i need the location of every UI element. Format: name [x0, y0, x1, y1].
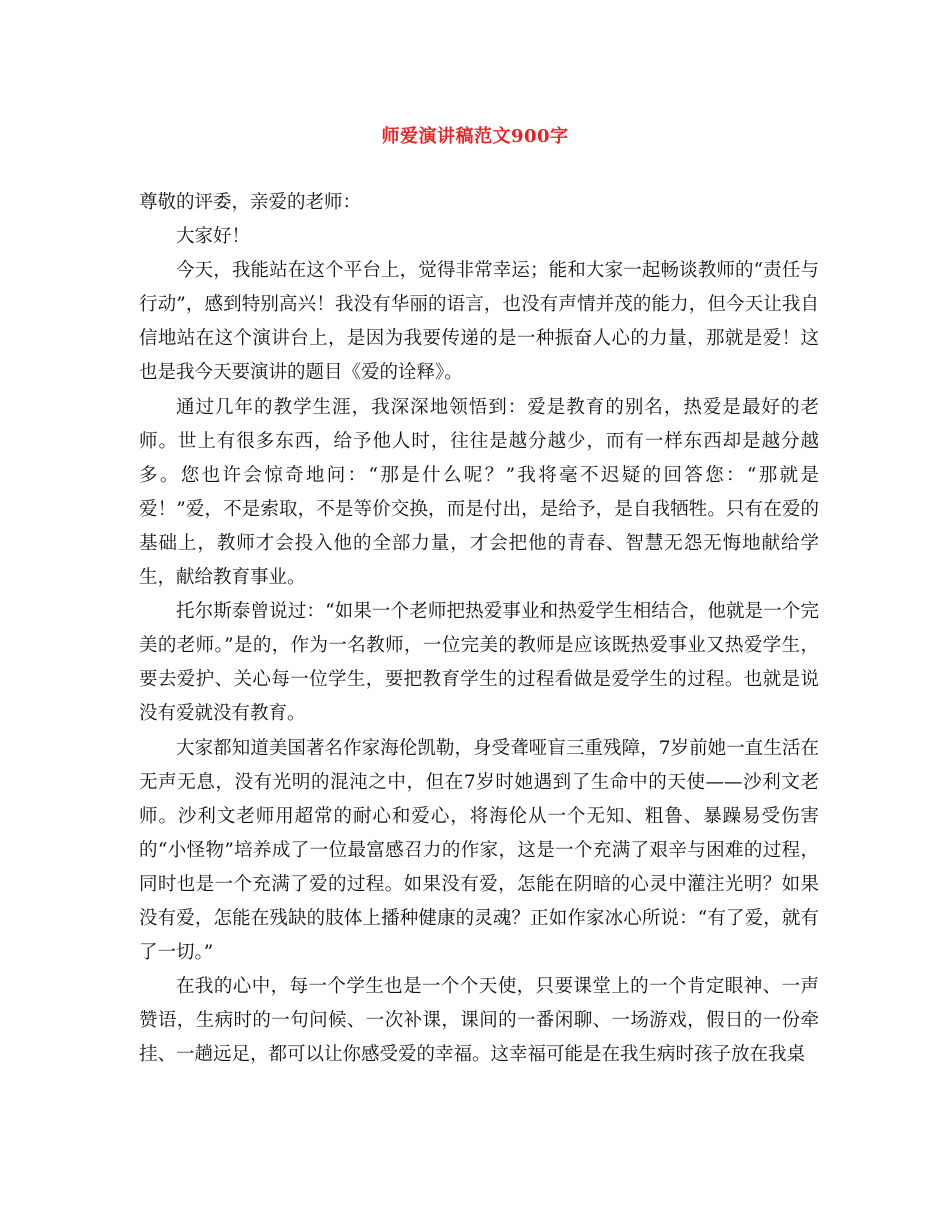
salutation-paragraph: 尊敬的评委，亲爱的老师：: [139, 192, 362, 213]
body-paragraph: 在我的心中，每一个学生也是一个个天使，只要课堂上的一个肯定眼神、一声赞语，生病时的一句问候、一次补课，课间的一番闲聊、一场游戏，假日的一份牵挂、一趟远足，都可以让你感受爱的幸福。这幸福可能是在我生病时孩子放在我桌: [139, 976, 819, 1066]
body-paragraph: 通过几年的教学生涯，我深深地领悟到：爱是教育的别名，热爱是最好的老师。世上有很多东西，给予他人时，往往是越分越少，而有一样东西却是越分越多。您也许会惊奇地问：“那是什么呢？”我将毫不迟疑的回答您：“那就是爱！”爱，不是索取，不是等价交换，而是付出，是给予，是自我牺牲。只有在爱的基础上，教师才会投入他的全部力量，才会把他的青春、智慧无怨无悔地献给学生，献给教育事业。: [139, 396, 819, 589]
document-body: [139, 186, 819, 1072]
body-paragraph: 今天，我能站在这个平台上，觉得非常幸运；能和大家一起畅谈教师的“责任与行动”，感到特别高兴！我没有华丽的语言，也没有声情并茂的能力，但今天让我自信地站在这个演讲台上，是因为我要传递的是一种振奋人心的力量，那就是爱！这也是我今天要演讲的题目《爱的诠释》。: [139, 260, 819, 384]
document-title: 师爱演讲稿范文900字: [381, 126, 569, 147]
body-paragraph: 大家都知道美国著名作家海伦凯勒，身受聋哑盲三重残障，7岁前她一直生活在无声无息，没有光明的混沌之中，但在7岁时她遇到了生命中的天使——沙利文老师。沙利文老师用超常的耐心和爱心，将海伦从一个无知、粗鲁、暴躁易受伤害的“小怪物”培养成了一位最富感召力的作家，这是一个充满了艰辛与困难的过程，同时也是一个充满了爱的过程。如果没有爱，怎能在阴暗的心灵中灌注光明？如果没有爱，怎能在残缺的肢体上播种健康的灵魂？正如作家冰心所说：“有了爱，就有了一切。”: [139, 737, 819, 964]
body-paragraph: 托尔斯泰曾说过：“如果一个老师把热爱事业和热爱学生相结合，他就是一个完美的老师。”是的，作为一名教师，一位完美的教师是应该既热爱事业又热爱学生，要去爱护、关心每一位学生，要把教育学生的过程看做是爱学生的过程。也就是说没有爱就没有教育。: [139, 601, 819, 725]
greeting-paragraph: 大家好！: [176, 226, 251, 248]
